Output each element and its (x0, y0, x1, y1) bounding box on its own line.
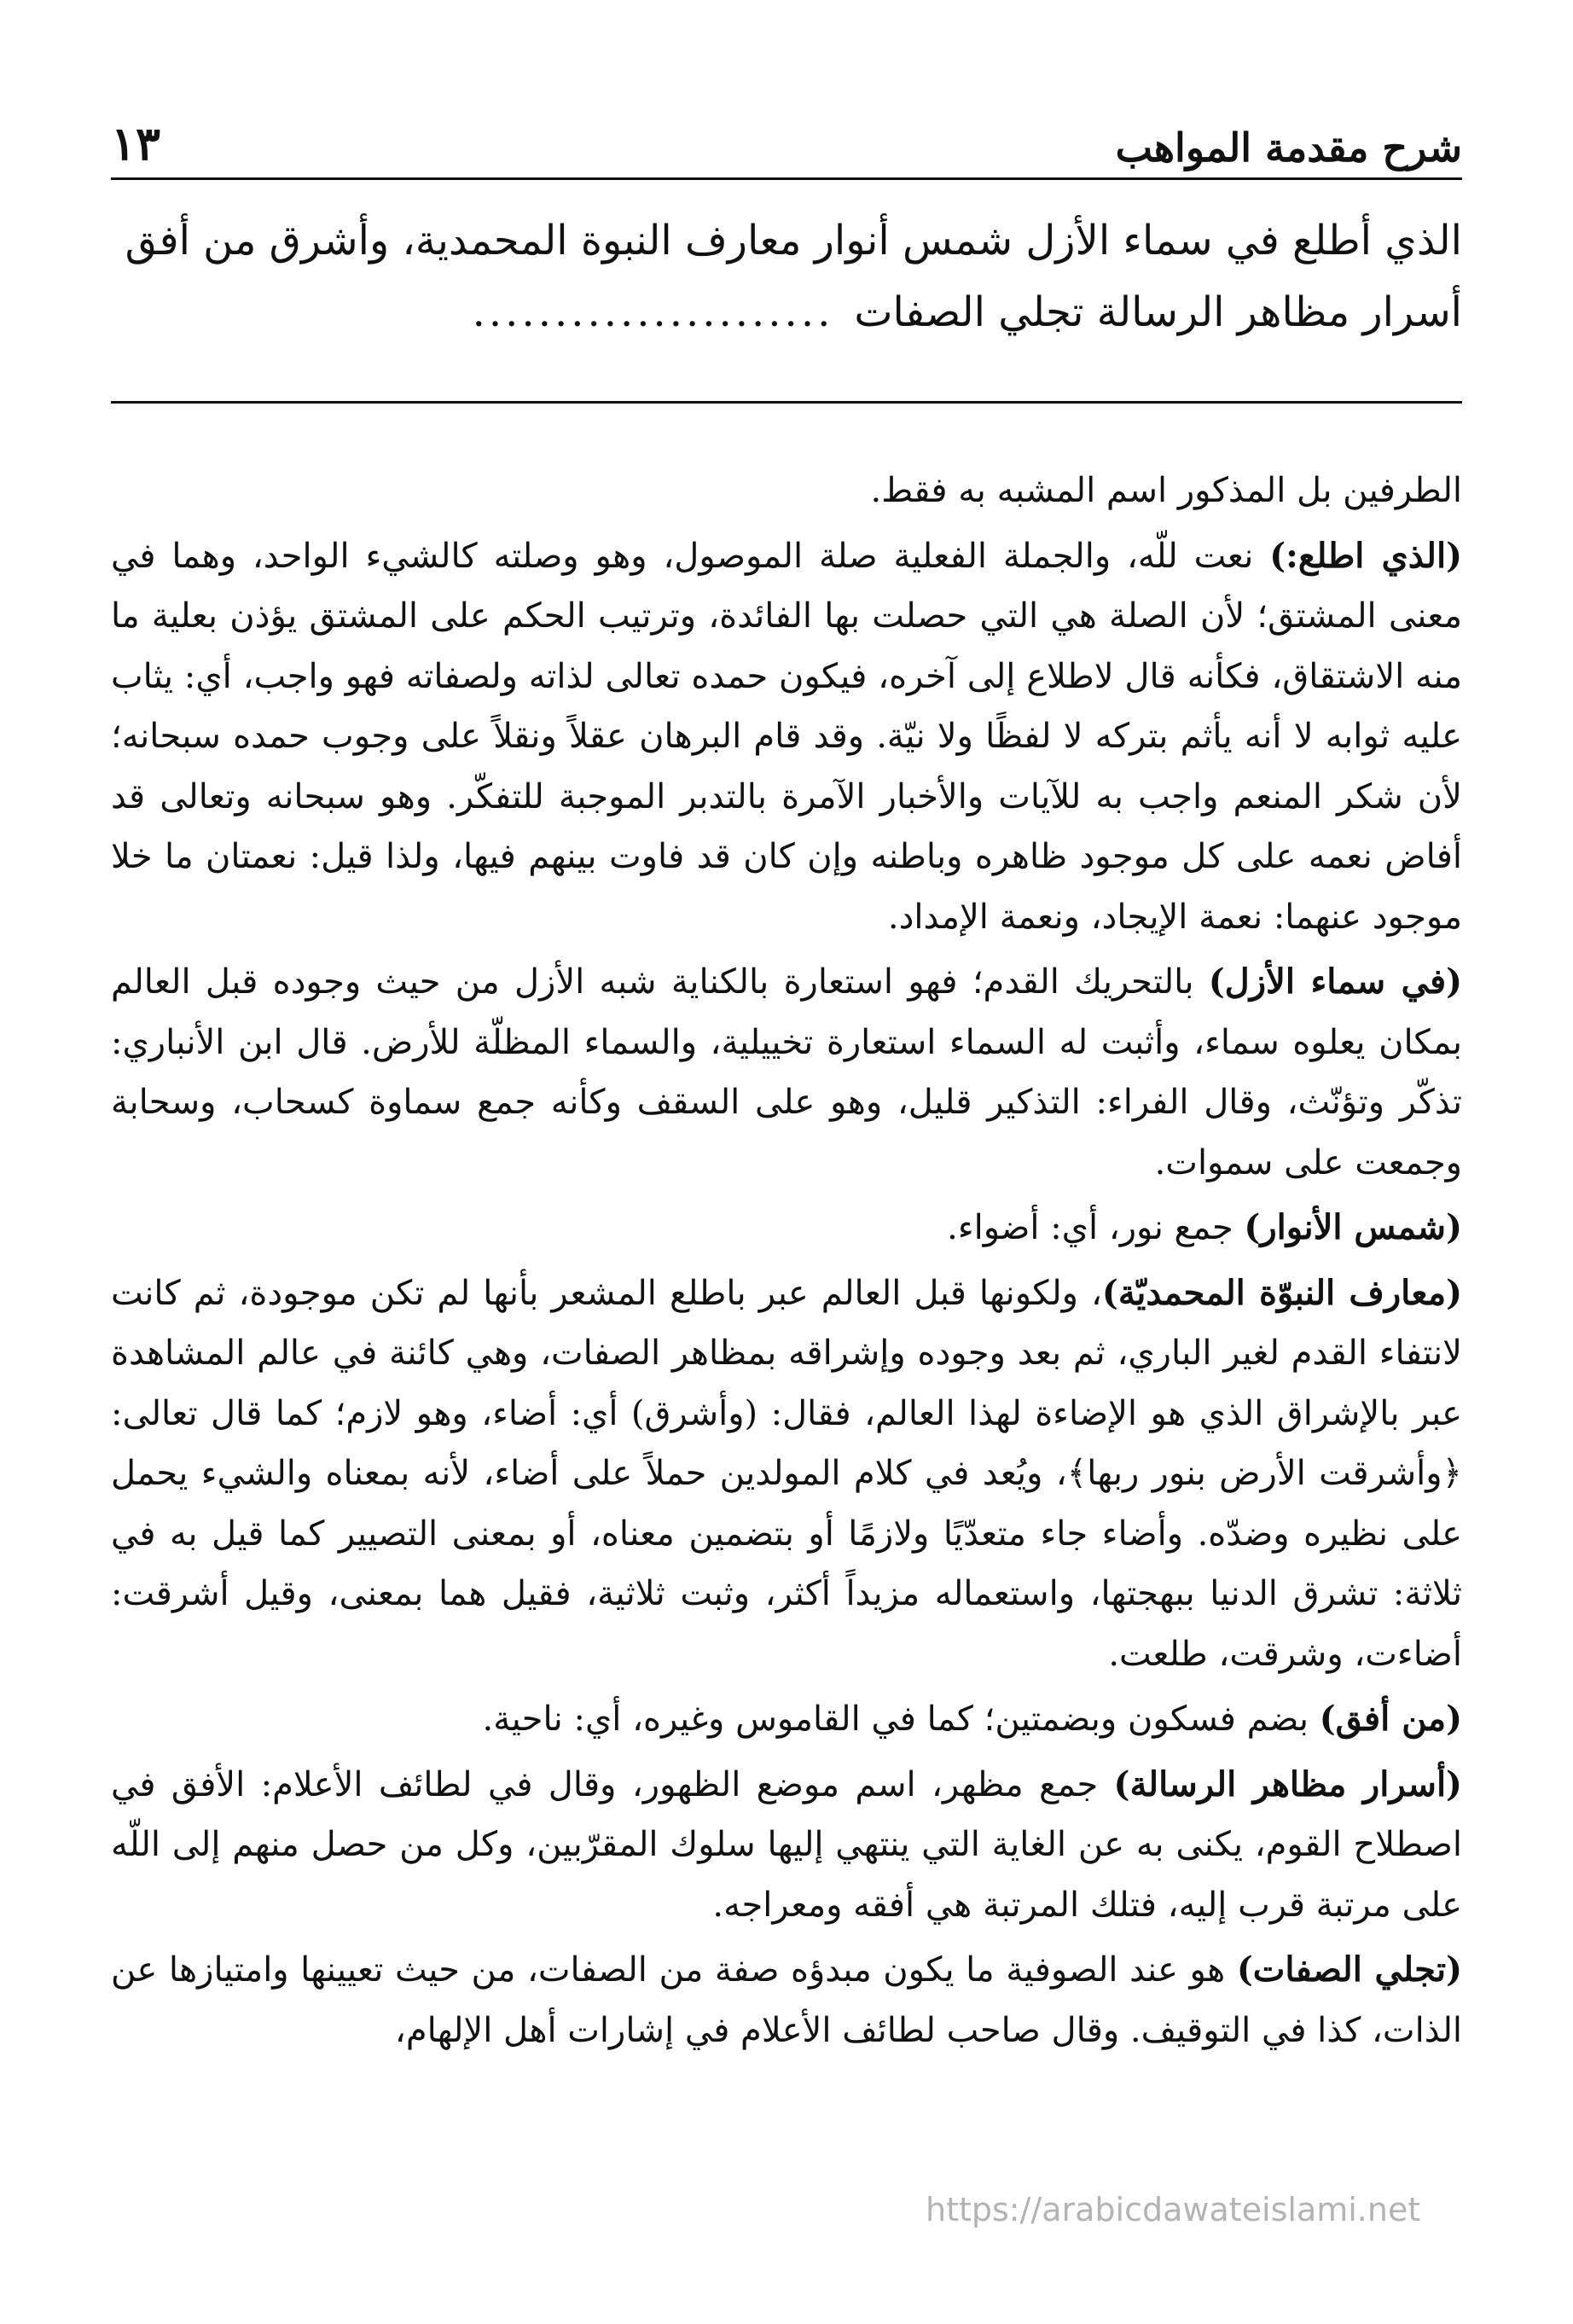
section-divider (111, 401, 1462, 404)
header-rule (111, 177, 1462, 180)
commentary-text: بالتحريك القدم؛ فهو استعارة بالكناية شبه الأزل من حيث وجوده قبل العالم بمكان يعلوه سماء، وأثبت له السماء استعارة تخييلية، والسماء المظلّة للأرض. قال ابن الأنباري: تذكّر وتؤنّث، وقال الفراء: التذكير قليل، وهو على السقف وكأنه جمع سماوة كسحاب، وسحابة وجمعت على سموات. (111, 962, 1463, 1182)
commentary-text: هو عند الصوفية ما يكون مبدؤه صفة من الصفات، من حيث تعيينها وامتيازها عن الذات، كذا في التوقيف. وقال صاحب لطائف الأعلام في إشارات أهل الإلهام، (111, 1950, 1462, 2050)
commentary-text: نعت للّه، والجملة الفعلية صلة الموصول، وهو وصلته كالشيء الواحد، وهما في معنى المشتق؛ لأن الصلة هي التي حصلت بها الفائدة، وترتيب الحكم على المشتق يؤذن بعلية ما منه الاشتقاق، فكأنه قال لاطلاع إلى آخره، فيكون حمده تعالى لذاته ولصفاته فهو واجب، أي: يثاب عليه ثوابه لا أنه يأثم بتركه لا لفظًا ولا نيّة. وقد قام البرهان عقلاً ونقلاً على وجوب حمده سبحانه؛ لأن شكر المنعم واجب به للآيات والأخبار الآمرة بالتدبر الموجبة للتفكّر. وهو سبحانه وتعالى قد أفاض نعمه على كل موجود ظاهره وباطنه وإن كان قد فاوت بينهم فيها، ولذا قيل: نعمتان ما خلا موجود عنهما: نعمة الإيجاد، ونعمة الإمداد. (111, 536, 1462, 937)
page-number: ١٣ (111, 116, 161, 171)
lemma: (من أفق) (1319, 1699, 1462, 1739)
commentary-paragraph (111, 1689, 1462, 1750)
main-text-line-1: الذي أطلع في سماء الأزل شمس أنوار معارف النبوة المحمدية، وأشرق من أفق (125, 217, 1462, 264)
running-title: شرح مقدمة المواهب (1115, 125, 1462, 171)
commentary-paragraph (111, 526, 1462, 948)
commentary-paragraph (111, 461, 1462, 521)
main-text-line-2-words: أسرار مظاهر الرسالة تجلي الصفات (854, 288, 1462, 336)
commentary-text: ، ولكونها قبل العالم عبر باطلع المشعر بأنها لم تكن موجودة، ثم كانت لانتفاء القدم لغير الباري، ثم بعد وجوده وإشراقه بمظاهر الصفات، وهي كائنة في عالم المشاهدة عبر بالإشراق الذي هو الإضاءة لهذا العالم، فقال: (وأشرق) أي: أضاء، وهو لازم؛ كما قال تعالى: ﴿وأشرقت الأرض بنور ربها﴾، ويُعد في كلام المولدين حملاً على أضاء، لأنه بمعناه والشيء يحمل على نظيره وضدّه. وأضاء جاء متعدّيًا ولازمًا أو بتضمين معناه، أو بمعنى التصيير كما قيل به في ثلاثة: تشرق الدنيا ببهجتها، واستعماله مزيداً أكثر، وثبت ثلاثية، فقيل هما بمعنى، وقيل أشرقت: أضاءت، وشرقت، طلعت. (111, 1273, 1462, 1674)
commentary-paragraph (111, 952, 1462, 1193)
lemma: (تجلي الصفات) (1236, 1949, 1463, 1990)
lemma: (الذي اطلع:) (1269, 535, 1462, 576)
commentary-text: جمع مظهر، اسم موضع الظهور، وقال في لطائف الأعلام: الأفق في اصطلاح القوم، يكنى به عن الغاية التي ينتهي إليها سلوك المقرّبين، وكل من حصل منهم إلى اللّه على مرتبة قرب إليه، فتلك المرتبة هي أفقه ومعراجه. (111, 1764, 1462, 1925)
commentary-paragraph (111, 1264, 1462, 1685)
commentary-paragraph (111, 1940, 1462, 2060)
lemma: (في سماء الأزل) (1208, 962, 1463, 1002)
watermark-url: https://arabicdawateislami.net (926, 2191, 1421, 2228)
commentary-block (111, 461, 1462, 2065)
dotted-leader: ...................... (472, 288, 834, 336)
page-header (111, 102, 1462, 171)
commentary-paragraph (111, 1755, 1462, 1936)
commentary-text: جمع نور، أي: أضواء. (947, 1208, 1245, 1247)
lemma: (معارف النبوّة المحمديّة) (1101, 1272, 1462, 1313)
lemma: (شمس الأنوار) (1244, 1207, 1462, 1247)
lemma: (أسرار مظاهر الرسالة) (1113, 1763, 1462, 1804)
main-text-block (111, 205, 1462, 348)
commentary-text: الطرفين بل المذكور اسم المشبه به فقط. (870, 471, 1462, 510)
commentary-text: بضم فسكون وبضمتين؛ كما في القاموس وغيره، أي: ناحية. (482, 1699, 1320, 1739)
main-text-line-2 (111, 276, 1462, 348)
commentary-paragraph (111, 1198, 1462, 1258)
